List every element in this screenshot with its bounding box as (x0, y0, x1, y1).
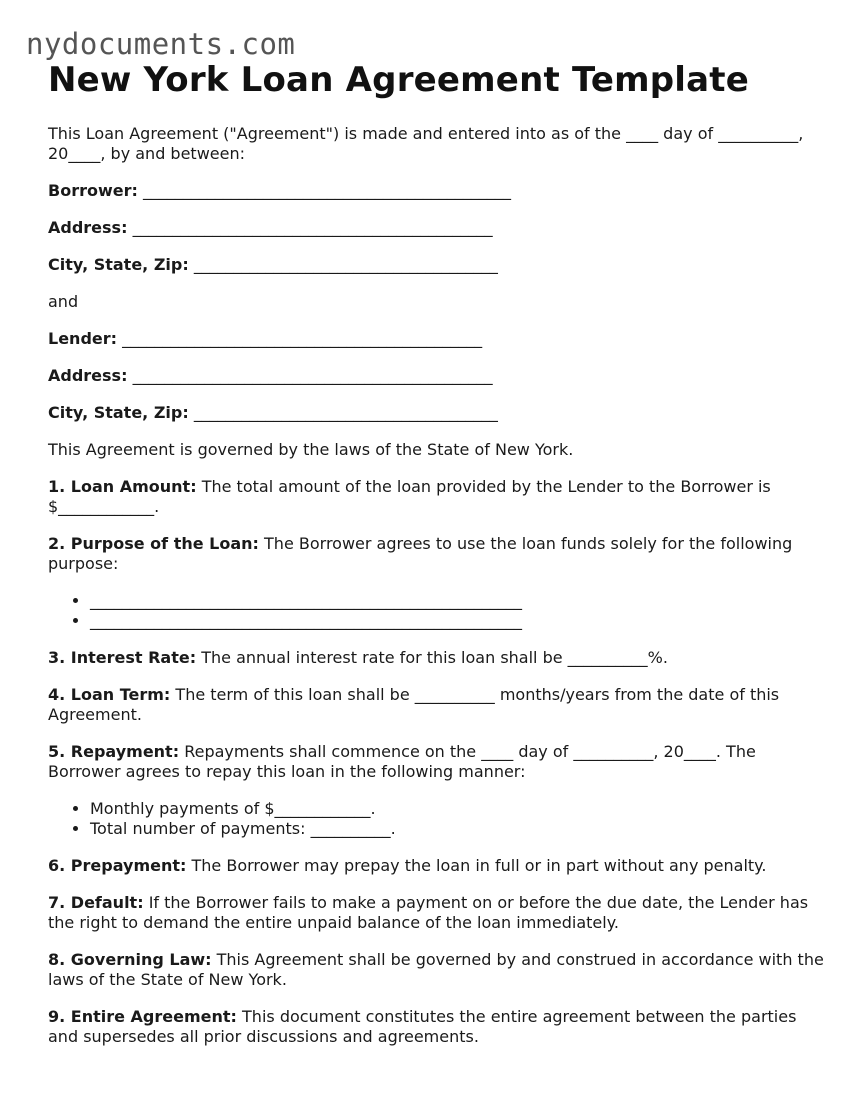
section-text: Repayments shall commence on the ____ day of __________, 20____. The Borrower agrees to repay this loan in the following manner: (48, 742, 756, 781)
section-heading: 3. Interest Rate: (48, 648, 197, 667)
section-text: If the Borrower fails to make a payment on or before the due date, the Lender has the right to demand the entire unpaid balance of the loan immediately. (48, 893, 809, 932)
document-title: New York Loan Agreement Template (48, 60, 749, 100)
section-text: The total amount of the loan provided by the Lender to the Borrower is $____________. (48, 477, 771, 516)
borrower-city-label: City, State, Zip: (48, 255, 189, 274)
section-heading: 1. Loan Amount: (48, 477, 197, 496)
list-item: • Monthly payments of $____________. (90, 799, 828, 819)
section-text: This document constitutes the entire agreement between the parties and supersedes all prior discussions and agreements. (48, 1007, 797, 1046)
section-heading: 4. Loan Term: (48, 685, 171, 704)
borrower-address-blank: _____________________________________________ (132, 218, 493, 237)
purpose-list (48, 591, 828, 631)
and-text: and (48, 292, 79, 311)
section-entire-agreement (48, 1007, 828, 1047)
section-prepayment (48, 856, 828, 876)
lender-address-blank: _____________________________________________ (132, 366, 493, 385)
section-interest-rate (48, 648, 828, 668)
section-heading: 2. Purpose of the Loan: (48, 534, 259, 553)
list-item: • Total number of payments: __________. (90, 819, 828, 839)
section-purpose (48, 534, 828, 574)
lender-city-blank: ______________________________________ (193, 403, 498, 422)
repayment-list (48, 799, 828, 839)
lender-address-label: Address: (48, 366, 128, 385)
borrower-city-blank: ______________________________________ (193, 255, 498, 274)
section-heading: 7. Default: (48, 893, 144, 912)
lender-address-line (48, 366, 828, 386)
borrower-name-label: Borrower: (48, 181, 138, 200)
section-governing-law (48, 950, 828, 990)
lender-city-label: City, State, Zip: (48, 403, 189, 422)
borrower-address-label: Address: (48, 218, 128, 237)
section-text: The Borrower may prepay the loan in full or in part without any penalty. (191, 856, 767, 875)
section-loan-term (48, 685, 828, 725)
section-text: The annual interest rate for this loan shall be __________%. (201, 648, 668, 667)
borrower-name-blank: ______________________________________________ (142, 181, 511, 200)
section-heading: 5. Repayment: (48, 742, 180, 761)
section-text: The term of this loan shall be __________ months/years from the date of this Agreement. (48, 685, 780, 724)
borrower-name-line (48, 181, 828, 201)
intro-paragraph: This Loan Agreement ("Agreement") is made and entered into as of the ____ day of __________, 20____, by and between: (48, 124, 804, 163)
lender-city-line (48, 403, 828, 423)
document-page (48, 58, 828, 1047)
section-heading: 8. Governing Law: (48, 950, 212, 969)
governed-statement: This Agreement is governed by the laws of the State of New York. (48, 440, 574, 459)
lender-name-line (48, 329, 828, 349)
borrower-address-line (48, 218, 828, 238)
section-repayment (48, 742, 828, 782)
lender-name-label: Lender: (48, 329, 118, 348)
borrower-city-line (48, 255, 828, 275)
list-item: • ______________________________________________________ (90, 591, 828, 611)
section-default (48, 893, 828, 933)
section-heading: 6. Prepayment: (48, 856, 187, 875)
site-watermark: nydocuments.com (26, 27, 296, 61)
section-text: This Agreement shall be governed by and construed in accordance with the laws of the State of New York. (48, 950, 824, 989)
list-item: • ______________________________________________________ (90, 611, 828, 631)
lender-name-blank: _____________________________________________ (122, 329, 483, 348)
section-loan-amount (48, 477, 828, 517)
section-text: The Borrower agrees to use the loan funds solely for the following purpose: (48, 534, 793, 573)
section-heading: 9. Entire Agreement: (48, 1007, 237, 1026)
